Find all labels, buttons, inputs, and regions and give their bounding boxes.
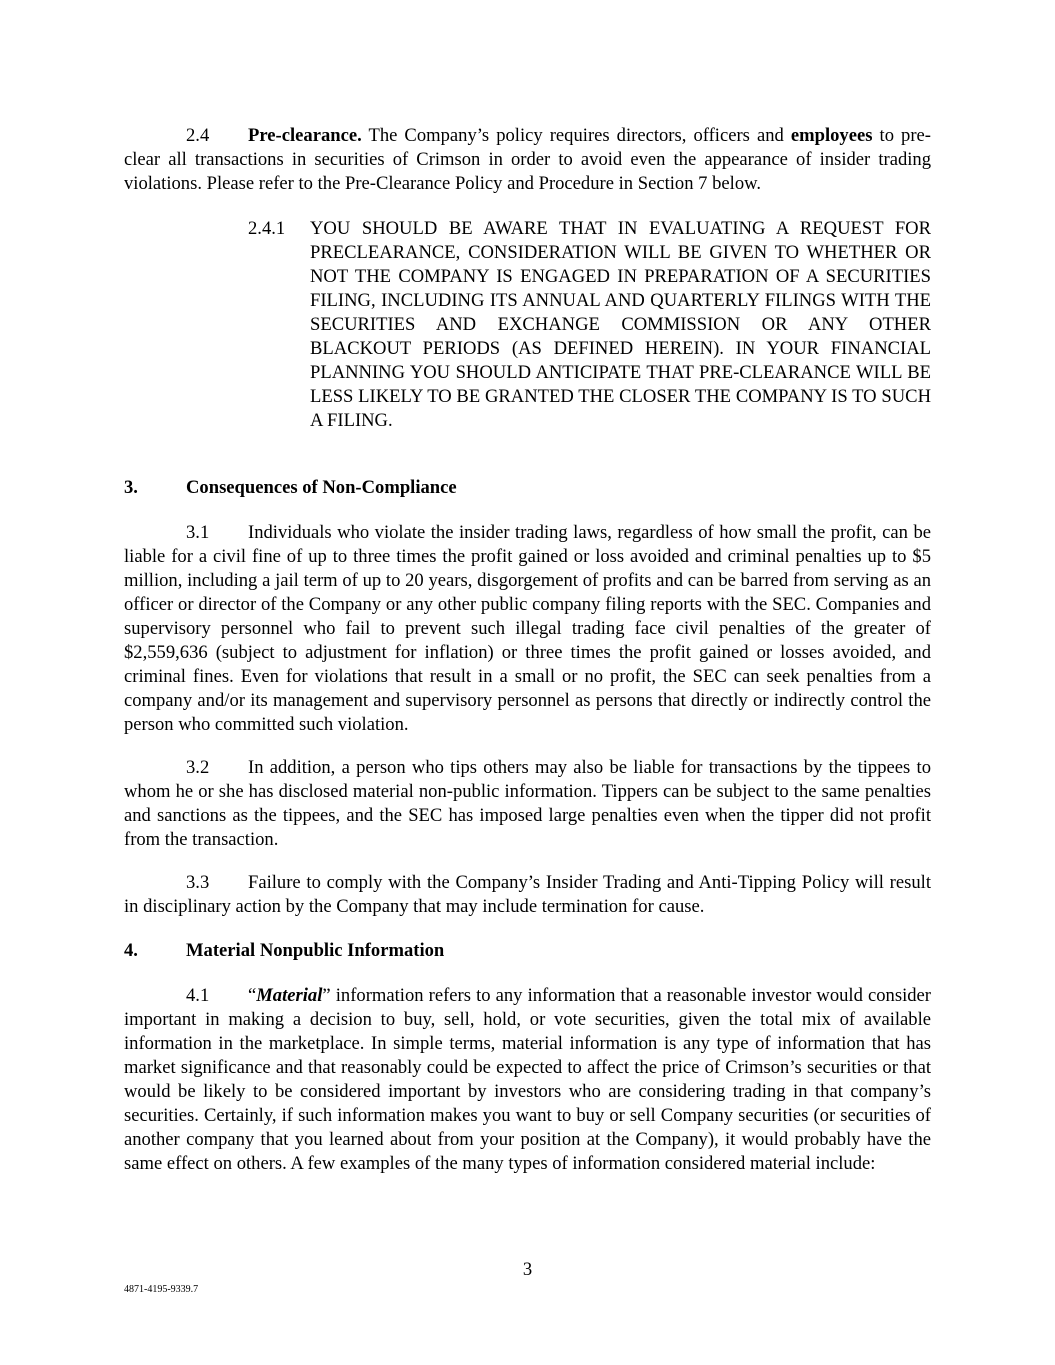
- section-number: 3.1: [186, 522, 210, 543]
- paragraph-text: In addition, a person who tips others may also be liable for transactions by the tippees to whom he or she has disclosed material non-public information. Tippers can be subject to the same penalties and sanctions as the tippees, and the SEC has imposed large penalties even when the tipper did not profit from the transaction.: [124, 757, 931, 850]
- paragraph-3-2: [124, 756, 931, 852]
- paragraph-text: Failure to comply with the Company’s Insider Trading and Anti-Tipping Policy will result in disciplinary action by the Company that may include termination for cause.: [124, 872, 931, 917]
- paragraph-2-4-1: [248, 217, 931, 433]
- heading-title: Material Nonpublic Information: [186, 940, 445, 961]
- section-number: 4.1: [186, 985, 210, 1006]
- paragraph-4-1: [124, 984, 931, 1176]
- paragraph-text: YOU SHOULD BE AWARE THAT IN EVALUATING A REQUEST FOR PRECLEARANCE, CONSIDERATION WILL BE GIVEN TO WHETHER OR NOT THE COMPANY IS ENGAGED IN PREPARATION OF A SECURITIES FILING, INCLUDING ITS ANNUAL AND QUARTERLY FILINGS WITH THE SECURITIES AND EXCHANGE COMMISSION OR ANY OTHER BLACKOUT PERIODS (AS DEFINED HEREIN). IN YOUR FINANCIAL PLANNING YOU SHOULD ANTICIPATE THAT PRE-CLEARANCE WILL BE LESS LIKELY TO BE GRANTED THE CLOSER THE COMPANY IS TO SUCH A FILING.: [310, 218, 931, 431]
- heading-number: 4.: [124, 940, 138, 961]
- section-title: Pre-clearance.: [248, 125, 362, 146]
- bold-term: employees: [790, 125, 873, 146]
- page-number: 3: [522, 1259, 533, 1280]
- open-quote: “: [248, 985, 257, 1006]
- paragraph-text: information refers to any information that a reasonable investor would consider important in making a decision to buy, sell, hold, or vote securities, given the total mix of available information in the marketplace. In simple terms, material information is any type of information that has market significance and that reasonably could be expected to affect the price of Crimson’s securities or that would be likely to be considered important by investors who are considering trading in that company’s securities. Certainly, if such information makes you want to buy or sell Company securities (or securities of another company that you learned about from your position at the Company), it would probably have the same effect on others. A few examples of the many types of information considered material include:: [124, 985, 931, 1174]
- paragraph-3-3: [124, 871, 931, 919]
- heading-number: 3.: [124, 477, 138, 498]
- paragraph-text: to pre-clear all transactions in securities of Crimson in order to avoid even the appearance of insider trading violations. Please refer to the Pre-Clearance Policy and Procedure in Section 7 below.: [124, 125, 931, 194]
- defined-term: Material: [256, 985, 323, 1006]
- document-id: 4871-4195-9339.7: [124, 1284, 199, 1295]
- paragraph-text: The Company’s policy requires directors, officers and: [361, 125, 791, 146]
- section-number: 3.3: [186, 872, 210, 893]
- section-number: 2.4: [186, 125, 210, 146]
- close-quote: ”: [322, 985, 331, 1006]
- paragraph-3-1: [124, 521, 931, 737]
- paragraph-text: Individuals who violate the insider trading laws, regardless of how small the profit, can be liable for a civil fine of up to three times the profit gained or loss avoided and criminal penalties up to $5 million, including a jail term of up to 20 years, disgorgement of profits and can be barred from serving as an officer or director of the Company or any other public company filing reports with the SEC. Companies and supervisory personnel who fail to prevent such illegal trading face civil penalties of the greater of $2,559,636 (subject to adjustment for inflation) or three times the profit gained or losses avoided, and criminal fines. Even for violations that result in a small or no profit, the SEC can seek penalties from a company and/or its management and supervisory personnel as persons that directly or indirectly control the person who committed such violation.: [124, 522, 931, 735]
- section-number: 3.2: [186, 757, 210, 778]
- heading-title: Consequences of Non-Compliance: [186, 477, 457, 498]
- section-heading-3: [124, 476, 457, 500]
- section-number: 2.4.1: [248, 218, 286, 239]
- paragraph-2-4: [124, 124, 931, 196]
- section-heading-4: [124, 939, 444, 963]
